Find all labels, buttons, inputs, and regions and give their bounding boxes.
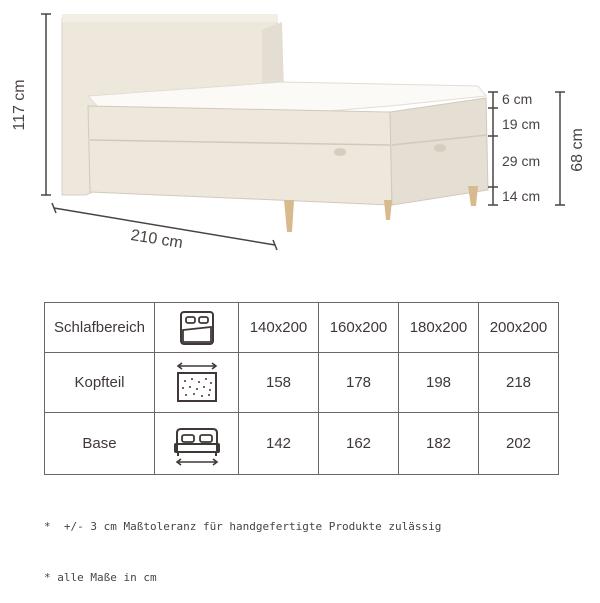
height-total-label: 117 cm [11, 79, 28, 131]
header-sleeping-area: Schlafbereich [45, 303, 155, 353]
seg-mattress-label: 19 cm [502, 116, 541, 132]
headboard-value-2: 178 [319, 353, 399, 413]
headboard-value-3: 198 [399, 353, 479, 413]
row-label-headboard: Kopfteil [45, 353, 155, 413]
leg [284, 200, 294, 232]
bed-dimension-diagram [0, 0, 600, 300]
bed-base-width-icon [155, 413, 239, 475]
base-value-3: 182 [399, 413, 479, 475]
base-value-2: 162 [319, 413, 399, 475]
leg [384, 200, 392, 220]
handle-right [434, 144, 446, 152]
leg [468, 186, 478, 206]
header-size-3: 180x200 [399, 303, 479, 353]
footnotes [44, 484, 441, 603]
header-size-1: 140x200 [239, 303, 319, 353]
headboard-top-edge [62, 14, 278, 22]
headboard-value-1: 158 [239, 353, 319, 413]
seg-legs-label: 14 cm [502, 188, 541, 204]
bed-sleeping-area-icon [155, 303, 239, 353]
seg-box-label: 29 cm [502, 153, 541, 169]
box-spring-left [88, 106, 392, 205]
note-units: * alle Maße in cm [44, 571, 157, 584]
height-total-dimension [41, 14, 51, 195]
table-row [45, 353, 559, 413]
row-label-base: Base [45, 413, 155, 475]
length-label: 210 cm [129, 227, 184, 253]
headboard-width-icon [155, 353, 239, 413]
base-value-1: 142 [239, 413, 319, 475]
headboard-value-4: 218 [479, 353, 559, 413]
size-table [44, 302, 559, 475]
base-value-4: 202 [479, 413, 559, 475]
handle-left [334, 148, 346, 156]
table-row [45, 413, 559, 475]
seg-topper-label: 6 cm [502, 91, 533, 107]
header-size-2: 160x200 [319, 303, 399, 353]
bed-illustration [62, 14, 488, 232]
height-base-label: 68 cm [569, 128, 586, 172]
table-header-row [45, 303, 559, 353]
height-base-dimension [555, 92, 565, 205]
note-tolerance: * +/- 3 cm Maßtoleranz für handgefertigte Produkte zulässig [44, 520, 442, 533]
header-size-4: 200x200 [479, 303, 559, 353]
segment-dimensions [488, 92, 498, 205]
